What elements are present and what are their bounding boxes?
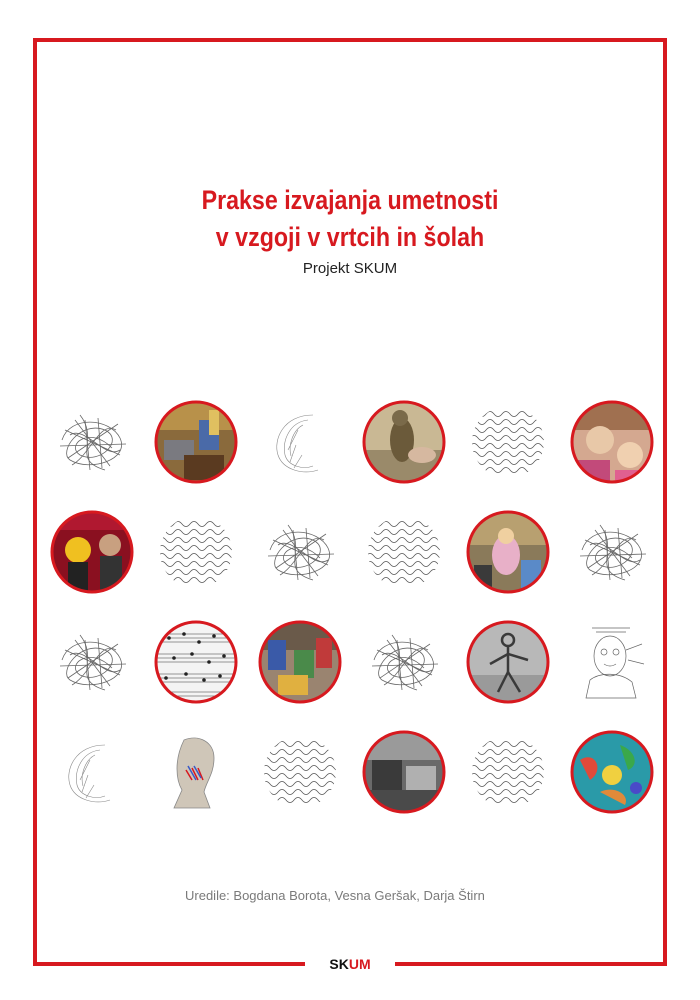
drawing-statue-tile [154, 730, 238, 814]
photo-toys-tile [466, 510, 550, 594]
photo-children-tile [570, 400, 654, 484]
title-line-2: v vzgoji v vrtcih in šolah [215, 222, 485, 252]
photo-kids-floor-tile [258, 620, 342, 704]
writing-tile [258, 730, 342, 814]
scribble-tile [258, 510, 342, 594]
title-line-1: Prakse izvajanja umetnosti [201, 185, 499, 215]
scribble-tile [50, 400, 134, 484]
scribble-tile [362, 620, 446, 704]
photo-sheet-music-tile [154, 620, 238, 704]
writing-tile [362, 510, 446, 594]
photo-clay-tile [362, 400, 446, 484]
photo-wire-figure-tile [466, 620, 550, 704]
subtitle: Projekt SKUM [302, 260, 398, 277]
writing-tile [466, 400, 550, 484]
image-grid [50, 400, 650, 820]
editors-credit: Uredile: Bogdana Borota, Vesna Geršak, Darja Štirn [185, 888, 485, 903]
drawing-face-tile [570, 620, 654, 704]
photo-office-tile [154, 400, 238, 484]
writing-tile [466, 730, 550, 814]
sketch-crescent-tile [50, 730, 134, 814]
writing-tile [154, 510, 238, 594]
skum-logo: SKUM [329, 956, 371, 972]
photo-bw-room-tile [362, 730, 446, 814]
scribble-tile [50, 620, 134, 704]
scribble-tile [570, 510, 654, 594]
sketch-crescent-tile [258, 400, 342, 484]
photo-painted-plate-tile [570, 730, 654, 814]
photo-puppets-tile [50, 510, 134, 594]
